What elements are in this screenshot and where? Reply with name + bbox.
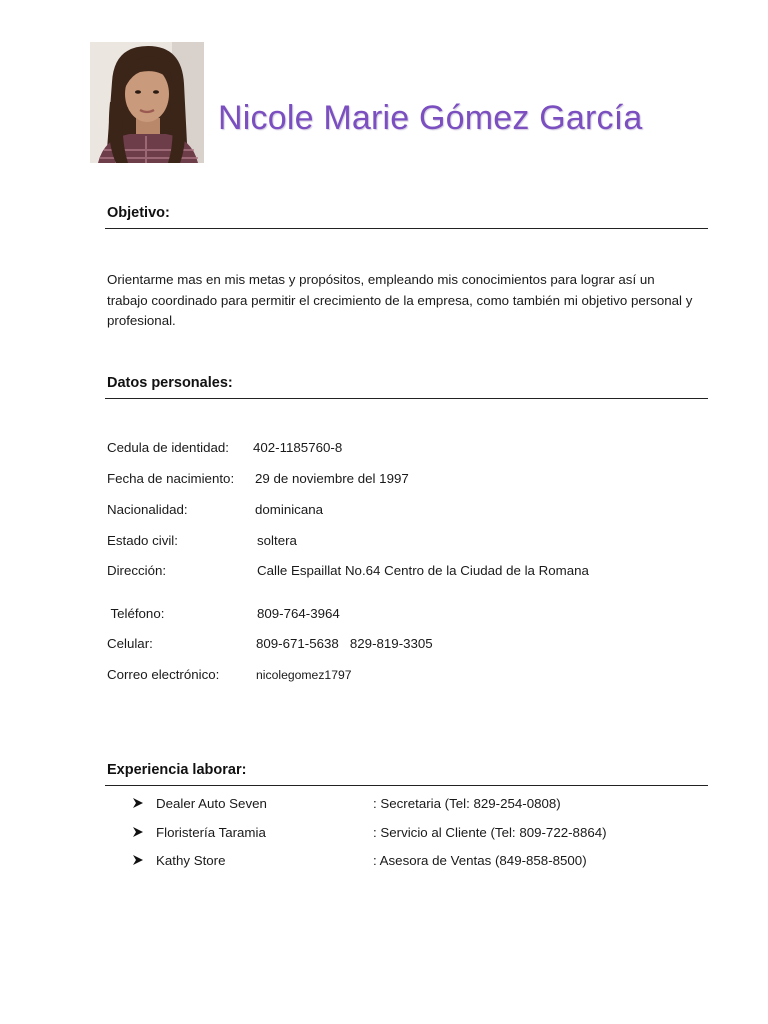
row-label: Estado civil:	[107, 533, 178, 548]
personal-row-email	[107, 667, 707, 687]
arrow-bullet-icon	[132, 826, 144, 838]
personal-row-civil-status	[107, 533, 707, 553]
row-label: Correo electrónico:	[107, 667, 220, 682]
experience-item	[132, 796, 712, 816]
personal-row-address	[107, 563, 707, 583]
row-value: 29 de noviembre del 1997	[255, 471, 409, 486]
experience-place: Dealer Auto Seven	[156, 796, 267, 811]
personal-row-cedula	[107, 440, 707, 460]
arrow-bullet-icon	[132, 854, 144, 866]
row-label: Celular:	[107, 636, 153, 651]
personal-row-nationality	[107, 502, 707, 522]
experience-item	[132, 825, 712, 845]
row-label: Fecha de nacimiento:	[107, 471, 235, 486]
row-label: Nacionalidad:	[107, 502, 188, 517]
row-value: nicolegomez1797	[256, 668, 352, 682]
row-value: Calle Espaillat No.64 Centro de la Ciudad de la Romana	[257, 563, 589, 578]
experience-heading: Experiencia laborar:	[107, 762, 247, 778]
row-label: Dirección:	[107, 563, 167, 578]
profile-photo-illustration	[90, 42, 204, 163]
row-value: 402-1185760-8	[253, 440, 343, 455]
personal-row-mobile	[107, 636, 707, 656]
candidate-name: Nicole Marie Gómez García	[218, 99, 643, 137]
experience-place: Kathy Store	[156, 853, 226, 868]
row-label: Cedula de identidad:	[107, 440, 229, 455]
objective-text: Orientarme mas en mis metas y propósitos, empleando mis conocimientos para lograr así un trabajo coordinado para permitir el crecimiento de la empresa, como también mi objetivo personal y profesional.	[107, 272, 693, 328]
personal-data-divider	[105, 398, 708, 399]
profile-photo	[90, 42, 204, 163]
row-value: 809-764-3964	[257, 606, 340, 621]
experience-role: : Servicio al Cliente (Tel: 809-722-8864)	[373, 825, 607, 840]
personal-row-birthdate	[107, 471, 707, 491]
row-value: soltera	[257, 533, 297, 548]
objective-divider	[105, 228, 708, 229]
experience-role: : Asesora de Ventas (849-858-8500)	[373, 853, 587, 868]
row-value: dominicana	[255, 502, 324, 517]
objective-heading: Objetivo:	[107, 205, 170, 221]
arrow-bullet-icon	[132, 797, 144, 809]
row-label: Teléfono:	[107, 606, 165, 621]
row-value: 809-671-5638 829-819-3305	[256, 636, 433, 651]
experience-divider	[105, 785, 708, 786]
personal-row-phone	[107, 606, 707, 626]
experience-item	[132, 853, 712, 873]
experience-role: : Secretaria (Tel: 829-254-0808)	[373, 796, 561, 811]
experience-place: Floristería Taramia	[156, 825, 266, 840]
personal-data-heading: Datos personales:	[107, 375, 233, 391]
